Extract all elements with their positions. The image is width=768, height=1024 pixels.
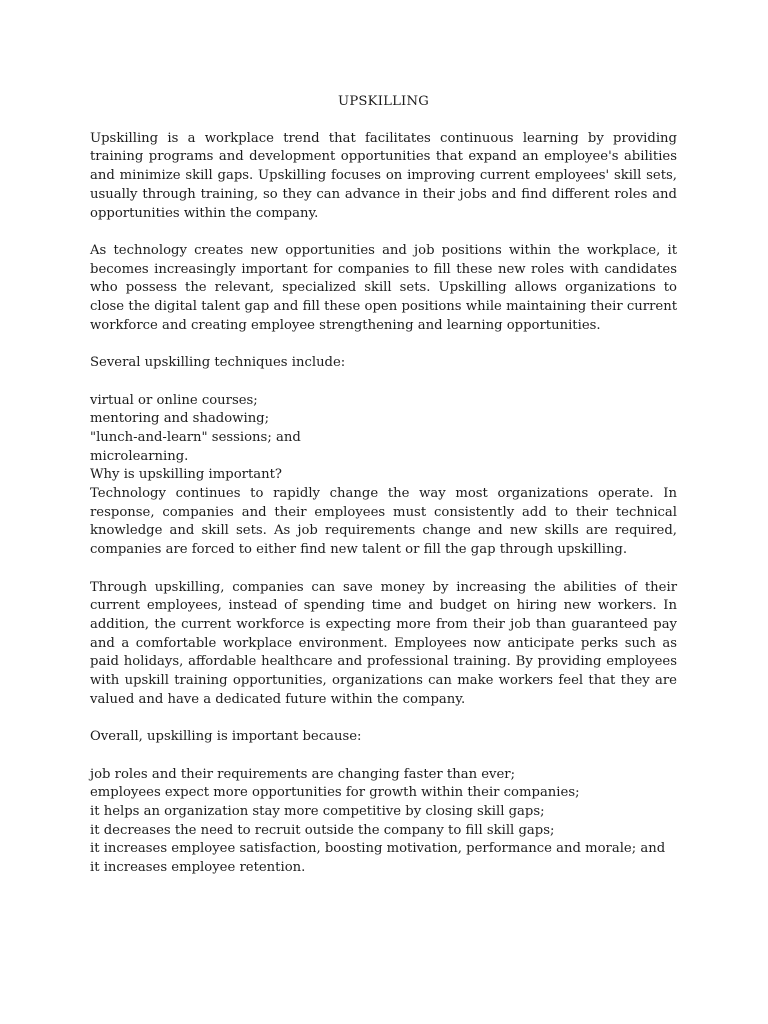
list-item: it increases employee satisfaction, boosting motivation, performance and morale; and bbox=[90, 841, 666, 857]
list-item: it decreases the need to recruit outside the company to fill skill gaps; bbox=[90, 822, 555, 838]
overall-intro: Overall, upskilling is important because: bbox=[90, 729, 362, 745]
list-item: job roles and their requirements are changing faster than ever; bbox=[90, 766, 516, 782]
intro-paragraph-2: As technology creates new opportunities and job positions within the workplace, it becomes increasingly important for companies to fill these new roles with candidates who possess the relevant, specialized skill sets. Upskilling allows organizations to close the digital talent gap and fill these open positions while maintaining their current workforce and creating employee strengthening and learning opportunities. bbox=[90, 242, 677, 333]
why-paragraph-2: Through upskilling, companies can save money by increasing the abilities of their current employees, instead of spending time and budget on hiring new workers. In addition, the current workforce is expecting more from their job than guaranteed pay and a comfortable workplace environment. Employees now anticipate perks such as paid holidays, affordable healthcare and professional training. By providing employees with upskill training opportunities, organizations can make workers feel that they are valued and have a dedicated future within the company. bbox=[90, 579, 677, 707]
techniques-list bbox=[90, 392, 677, 467]
list-item: "lunch-and-learn" sessions; and bbox=[90, 429, 301, 445]
list-item: it increases employee retention. bbox=[90, 860, 306, 876]
document-body bbox=[90, 93, 677, 878]
section-heading-why: Why is upskilling important? bbox=[90, 467, 282, 483]
list-item: microlearning. bbox=[90, 448, 189, 464]
intro-paragraph-1: Upskilling is a workplace trend that facilitates continuous learning by providing training programs and development opportunities that expand an employee's abilities and minimize skill gaps. Upskilling focuses on improving current employees' skill sets, usually through training, so they can advance in their jobs and find different roles and opportunities within the company. bbox=[90, 130, 677, 221]
list-item: employees expect more opportunities for growth within their companies; bbox=[90, 785, 580, 801]
why-paragraph-1: Technology continues to rapidly change the way most organizations operate. In response, companies and their employees must consistently add to their technical knowledge and skill sets. As job requirements change and new skills are required, companies are forced to either find new talent or fill the gap through upskilling. bbox=[90, 486, 677, 558]
list-item: virtual or online courses; bbox=[90, 392, 258, 408]
list-item: mentoring and shadowing; bbox=[90, 411, 270, 427]
list-item: it helps an organization stay more competitive by closing skill gaps; bbox=[90, 803, 545, 819]
techniques-intro: Several upskilling techniques include: bbox=[90, 355, 346, 371]
reasons-list bbox=[90, 766, 677, 878]
document-title: UPSKILLING bbox=[338, 94, 429, 109]
